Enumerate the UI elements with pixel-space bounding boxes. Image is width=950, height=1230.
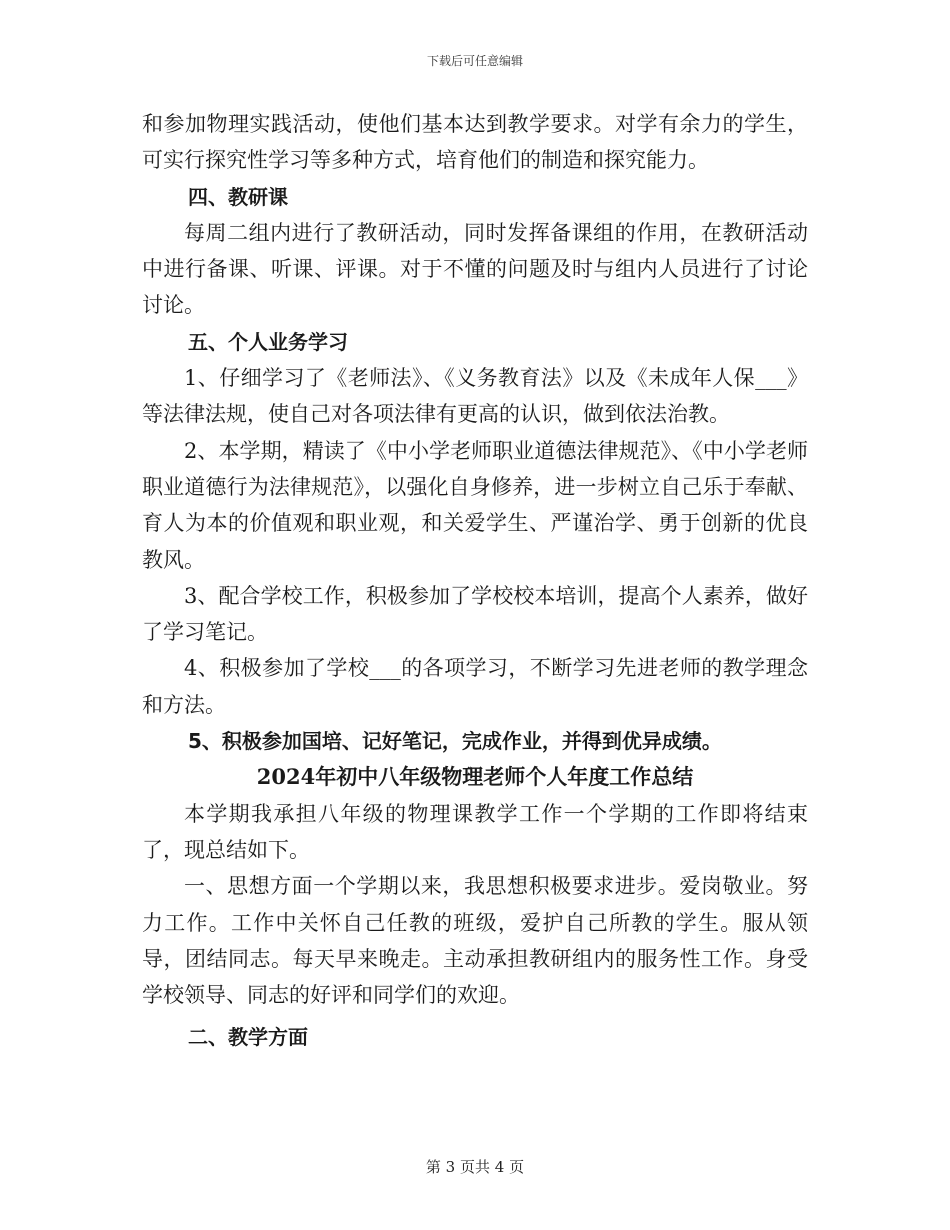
paragraph-item-1: 1、仔细学习了《老师法》、《义务教育法》以及《未成年人保___》等法律法规，使自己对各项法律有更高的认识，做到依法治教。 — [142, 366, 808, 427]
paragraph-item-5-bold: 5、积极参加国培、记好笔记，完成作业，并得到优异成绩。 — [188, 729, 722, 754]
section-heading-4: 四、教研课 — [188, 184, 288, 209]
paragraph-intro: 本学期我承担八年级的物理课教学工作一个学期的工作即将结束了，现总结如下。 — [142, 801, 808, 862]
page-header: 下载后可任意编辑 — [426, 54, 523, 68]
paragraph-item-3: 3、配合学校工作，积极参加了学校校本培训，提高个人素养，做好了学习笔记。 — [142, 583, 808, 645]
section-heading-5: 五、个人业务学习 — [188, 329, 348, 354]
page-number: 第 3 页共 4 页 — [425, 1158, 525, 1176]
paragraph-item-2: 2、本学期，精读了《中小学老师职业道德法律规范》、《中小学老师职业道德行为法律规范》，以强化自身修养，进一步树立自己乐于奉献、育人为本的价值观和职业观，和关爱学生、严谨治学、勇于创新的优良教风。 — [142, 438, 808, 572]
document-body — [142, 106, 808, 1056]
paragraph-thought: 一、思想方面一个学期以来，我思想积极要求进步。爱岗敬业。努力工作。工作中关怀自己任教的班级，爱护自己所教的学生。服从领导，团结同志。每天早来晚走。主动承担教研组内的服务性工作。身受学校领导、同志的好评和同学们的欢迎。 — [142, 874, 808, 1008]
paragraph-continuation: 和参加物理实践活动，使他们基本达到教学要求。对学有余力的学生，可实行探究性学习等多种方式，培育他们的制造和探究能力。 — [142, 112, 808, 173]
section-heading-teaching: 二、教学方面 — [188, 1025, 308, 1050]
paragraph-item-4: 4、积极参加了学校___的各项学习，不断学习先进老师的教学理念和方法。 — [142, 656, 808, 717]
paragraph-research: 每周二组内进行了教研活动，同时发挥备课组的作用，在教研活动中进行备课、听课、评课。对于不懂的问题及时与组内人员进行了讨论讨论。 — [142, 220, 808, 318]
document-title: 2024年初中八年级物理老师个人年度工作总结 — [256, 764, 694, 790]
